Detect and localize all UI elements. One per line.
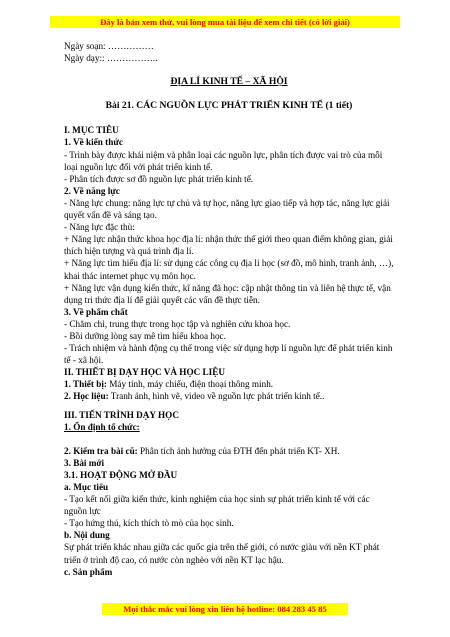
text: Máy tính, máy chiếu, điện thoại thông minh.: [106, 379, 274, 390]
paragraph: - Tạo kết nối giữa kiến thức, kinh nghiệm của học sinh sự phát triển kinh tế với các nguồn lực: [64, 494, 372, 517]
hotline-banner: Mọi thắc mắc vui lòng xin liên hệ hotline: 084 283 45 85: [102, 603, 348, 615]
subsection-heading: 1. Về kiến thức: [64, 137, 123, 148]
section-heading: III. TIẾN TRÌNH DẠY HỌC: [64, 409, 179, 420]
text: Phân tích ảnh hưởng của ĐTH đến phát triển KT- XH.: [137, 445, 340, 456]
paragraph: - Chăm chỉ, trung thực trong học tập và nghiên cứu khoa học.: [64, 318, 291, 329]
subsection-heading: 3. Về phẩm chất: [64, 306, 128, 317]
subsection-heading: 1. Ổn định tổ chức:: [64, 421, 140, 432]
subsection-heading: 3.1. HOẠT ĐỘNG MỞ ĐẦU: [64, 469, 178, 480]
paragraph: - Năng lực chung: năng lực tự chủ và tự học, năng lực giao tiếp và hợp tác, năng lực giải quyết vấn đề và sáng tạo.: [64, 197, 392, 221]
prep-date: Ngày soạn: ……………: [64, 41, 154, 51]
document-body: [64, 40, 394, 578]
paragraph: [64, 390, 394, 402]
paragraph: - Trình bày được khái niệm và phân loại các nguồn lực, phân tích được vai trò của mỗi loại nguồn lực đối với phát triển kinh tế.: [64, 149, 385, 172]
paragraph: + Năng lực tìm hiểu địa lí: sử dụng các công cụ địa lí học (sơ đồ, mô hình, tranh ảnh, …), khai thác internet phục vụ môn học.: [64, 258, 396, 281]
label: 2. Học liệu:: [64, 391, 109, 402]
preview-notice-banner: Đây là bản xem thử, vui lòng mua tài liệu để xem chi tiết (có lời giải): [50, 16, 400, 28]
subsection-heading: c. Sản phẩm: [64, 566, 113, 577]
paragraph: - Tạo hứng thú, kích thích tò mò của học sinh.: [64, 518, 234, 529]
subsection-heading: 3. Bài mới: [64, 457, 105, 468]
subsection-heading: a. Mục tiêu: [64, 482, 109, 492]
paragraph: - Năng lực đặc thù:: [64, 222, 135, 233]
lesson-title: Bài 21. CÁC NGUỒN LỰC PHÁT TRIỂN KINH TẾ (1 tiết): [105, 100, 353, 112]
paragraph: + Năng lực vận dụng kiến thức, kĩ năng đã học: cập nhật thông tin và liên hệ thực tế, vận dụng tri thức địa lí để giải quyết các vấn đề thực tiễn.: [64, 282, 394, 305]
paragraph: - Phân tích được sơ đồ nguồn lực phát triển kinh tế.: [64, 173, 254, 184]
paragraph: [64, 378, 394, 390]
text: Tranh ảnh, hình vẽ, video về nguồn lực phát triển kinh tế..: [108, 391, 325, 402]
paragraph: Sự phát triển khác nhau giữa các quốc gia trên thế giới, có nước giàu với nền KT phát triển ở trình độ cao, có nước còn nghèo với nền KT lạc hậu.: [64, 542, 382, 565]
label: 2. Kiểm tra bài cũ:: [64, 445, 138, 456]
paragraph: - Trách nhiệm và hành động cụ thể trong việc sử dụng hợp lí nguồn lực để phát triển kinh tế - xã hội.: [64, 343, 395, 366]
paragraph: + Năng lực nhận thức khoa học địa lí: nhận thức thế giới theo quan điểm không gian, giải thích hiện tượng và quá trình địa lí.: [64, 234, 396, 257]
paragraph: - Bồi dưỡng lòng say mê tìm hiểu khoa học.: [64, 330, 226, 341]
subject-title: ĐỊA LÍ KINH TẾ – XÃ HỘI: [170, 76, 288, 88]
paragraph: [64, 445, 394, 457]
subsection-heading: b. Nội dung: [64, 530, 110, 541]
label: 1. Thiết bị:: [64, 379, 107, 390]
teaching-date: Ngày dạy:: ……………..: [64, 53, 158, 64]
subsection-heading: 2. Về năng lực: [64, 185, 120, 196]
section-heading: II. THIẾT BỊ DẠY HỌC VÀ HỌC LIỆU: [64, 367, 225, 378]
section-heading: I. MỤC TIÊU: [64, 125, 119, 136]
